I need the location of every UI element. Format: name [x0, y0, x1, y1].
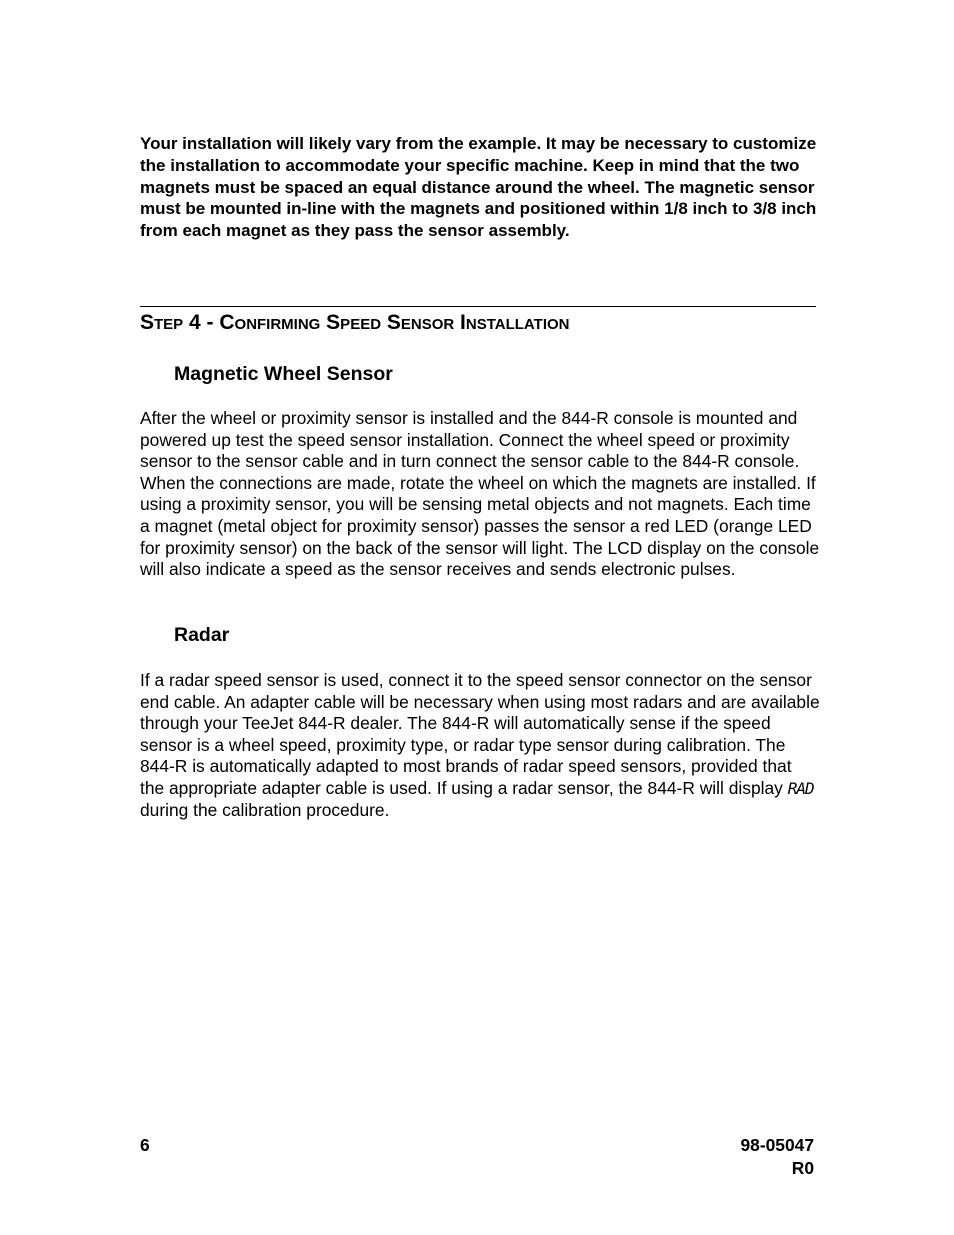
section-divider — [140, 306, 816, 307]
radar-heading: Radar — [174, 624, 230, 646]
magnetic-wheel-sensor-heading: Magnetic Wheel Sensor — [174, 363, 393, 385]
magnetic-wheel-sensor-paragraph: After the wheel or proximity sensor is installed and the 844-R console is mounted and powered up test the speed sensor installation. Connect the wheel speed or proximity sensor to the sensor cable and in turn connect the sensor cable to the 844-R console. When the connections are made, rotate the wheel on which the magnets are installed. If using a proximity sensor, you will be sensing metal objects and not magnets. Each time a magnet (metal object for proximity sensor) passes the sensor a red LED (orange LED for proximity sensor) on the back of the sensor will light. The LCD display on the console will also indicate a speed as the sensor receives and sends electronic pulses. — [140, 408, 820, 580]
document-number: 98-05047 — [740, 1135, 814, 1155]
lcd-display-code: RAD — [787, 778, 814, 798]
document-id — [741, 1134, 815, 1180]
installation-note: Your installation will likely vary from the example. It may be necessary to customize the installation to accommodate your specific machine. Keep in mind that the two magnets must be spaced an equal distance around the wheel. The magnetic sensor must be mounted in-line with the magnets and positioned within 1/8 inch to 3/8 inch from each magnet as they pass the sensor assembly. — [140, 134, 817, 241]
page-number: 6 — [140, 1135, 150, 1155]
radar-paragraph-text-start: If a radar speed sensor is used, connect it to the speed sensor connector on the sensor end cable. An adapter cable will be necessary when using most radars and are available through your TeeJet 844-R dealer. The 844-R will automatically sense if the speed sensor is a wheel speed, proximity type, or radar type sensor during calibration. The 844-R is automatically adapted to most brands of radar speed sensors, provided that the appropriate adapter cable is used. If using a radar sensor, the 844-R will display — [140, 670, 820, 798]
radar-paragraph — [140, 670, 820, 821]
step-heading: Step 4 - Confirming Speed Sensor Installation — [140, 311, 570, 334]
radar-paragraph-text-end: during the calibration procedure. — [140, 799, 390, 820]
document-revision: R0 — [791, 1158, 814, 1178]
